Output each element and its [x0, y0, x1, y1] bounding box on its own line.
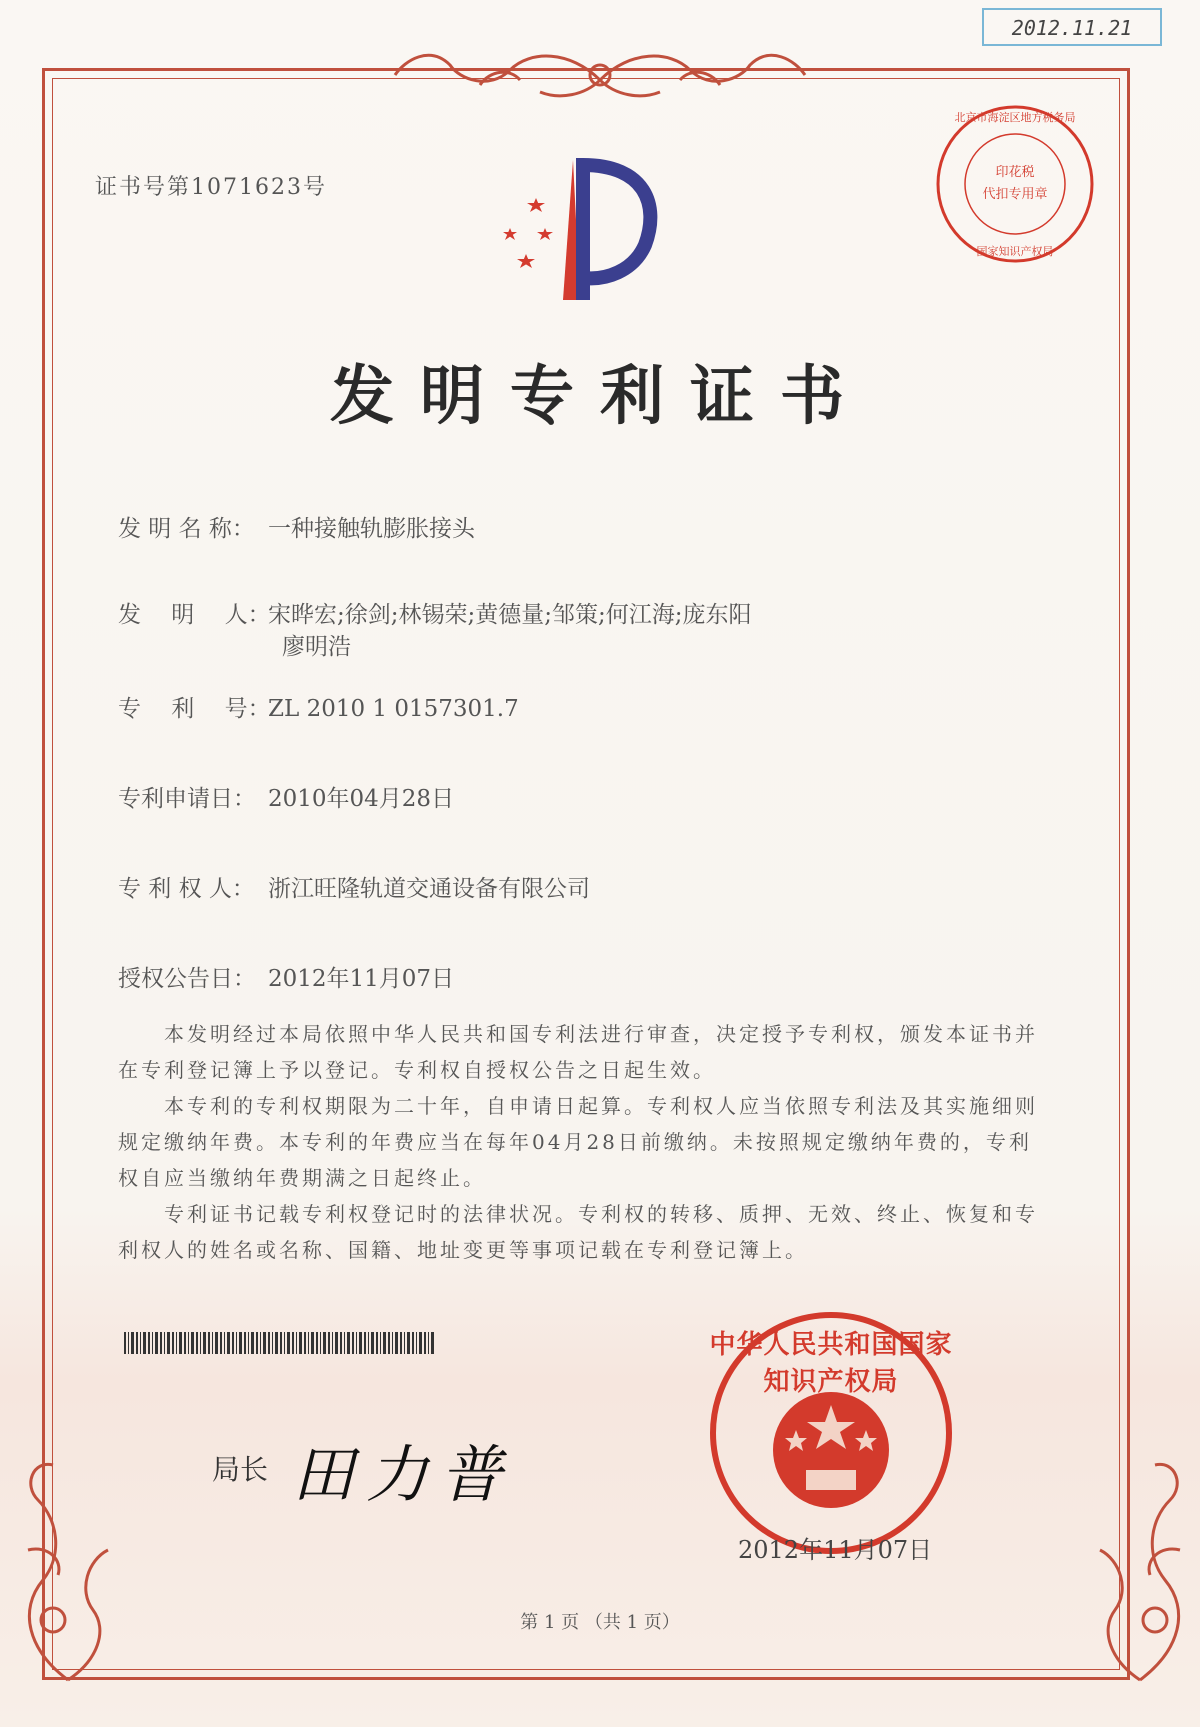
field-patentee [118, 870, 590, 903]
director-signature: 田力普 [292, 1438, 515, 1511]
field-inventors-line2: 廖明浩 [282, 634, 351, 660]
field-label: 发 明 人： [118, 602, 271, 628]
bottom-left-ornament [8, 1450, 128, 1690]
body-paragraph: 本发明经过本局依照中华人民共和国专利法进行审查，决定授予专利权，颁发本证书并在专利登记簿上予以登记。专利权自授权公告之日起生效。 [118, 1022, 1038, 1082]
field-invention-name [118, 510, 475, 543]
body-paragraph: 专利证书记载专利权登记时的法律状况。专利权的转移、质押、无效、终止、恢复和专利权人的姓名或名称、国籍、地址变更等事项记载在专利登记簿上。 [118, 1202, 1038, 1262]
field-value: ZL 2010 1 0157301.7 [268, 696, 519, 722]
patent-office-logo [485, 150, 685, 310]
certificate-body [118, 1016, 1038, 1268]
top-ornament [390, 40, 810, 110]
field-value: 宋晔宏;徐剑;林锡荣;黄德量;邹策;何江海;庞东阳 [268, 602, 752, 628]
field-label: 专 利 号： [118, 696, 271, 722]
director-label: 局长 [212, 1453, 269, 1486]
certificate-number: 证书号第1071623号 [95, 175, 327, 200]
tax-stamp-center1: 印花税 [995, 165, 1035, 180]
tax-stamp [934, 103, 1096, 265]
field-inventors [118, 596, 752, 629]
page-title: 发明专利证书 [330, 360, 870, 434]
field-grant-date [118, 960, 454, 993]
field-value: 一种接触轨膨胀接头 [268, 516, 475, 542]
field-label: 发 明 名 称： [118, 516, 255, 542]
bottom-right-ornament [1080, 1450, 1200, 1690]
field-patent-number [118, 690, 519, 723]
seal-date: 2012年11月07日 [738, 1536, 933, 1564]
field-label: 专 利 权 人： [118, 876, 255, 902]
tax-stamp-ring-text: 北京市海淀区地方税务局 [954, 111, 1076, 124]
official-seal-ring-text: 中华人民共和国国家知识产权局 [709, 1330, 953, 1397]
tax-stamp-center2: 代扣专用章 [982, 187, 1048, 202]
field-value: 浙江旺隆轨道交通设备有限公司 [268, 876, 590, 902]
received-date-stamp: 2012.11.21 [982, 8, 1162, 46]
field-value: 2010年04月28日 [268, 786, 455, 812]
field-label: 专利申请日： [118, 786, 256, 812]
field-value: 2012年11月07日 [268, 966, 455, 992]
field-application-date [118, 780, 454, 813]
field-label: 授权公告日： [118, 966, 256, 992]
page-number: 第 1 页 （共 1 页） [520, 1612, 680, 1633]
body-paragraph: 本专利的专利权期限为二十年，自申请日起算。专利权人应当依照专利法及其实施细则规定缴纳年费。本专利的年费应当在每年04月28日前缴纳。未按照规定缴纳年费的，专利权自应当缴纳年费期满之日起终止。 [118, 1094, 1038, 1190]
official-seal [708, 1310, 954, 1556]
barcode [124, 1332, 436, 1354]
tax-stamp-bottom: 国家知识产权局 [976, 245, 1054, 258]
